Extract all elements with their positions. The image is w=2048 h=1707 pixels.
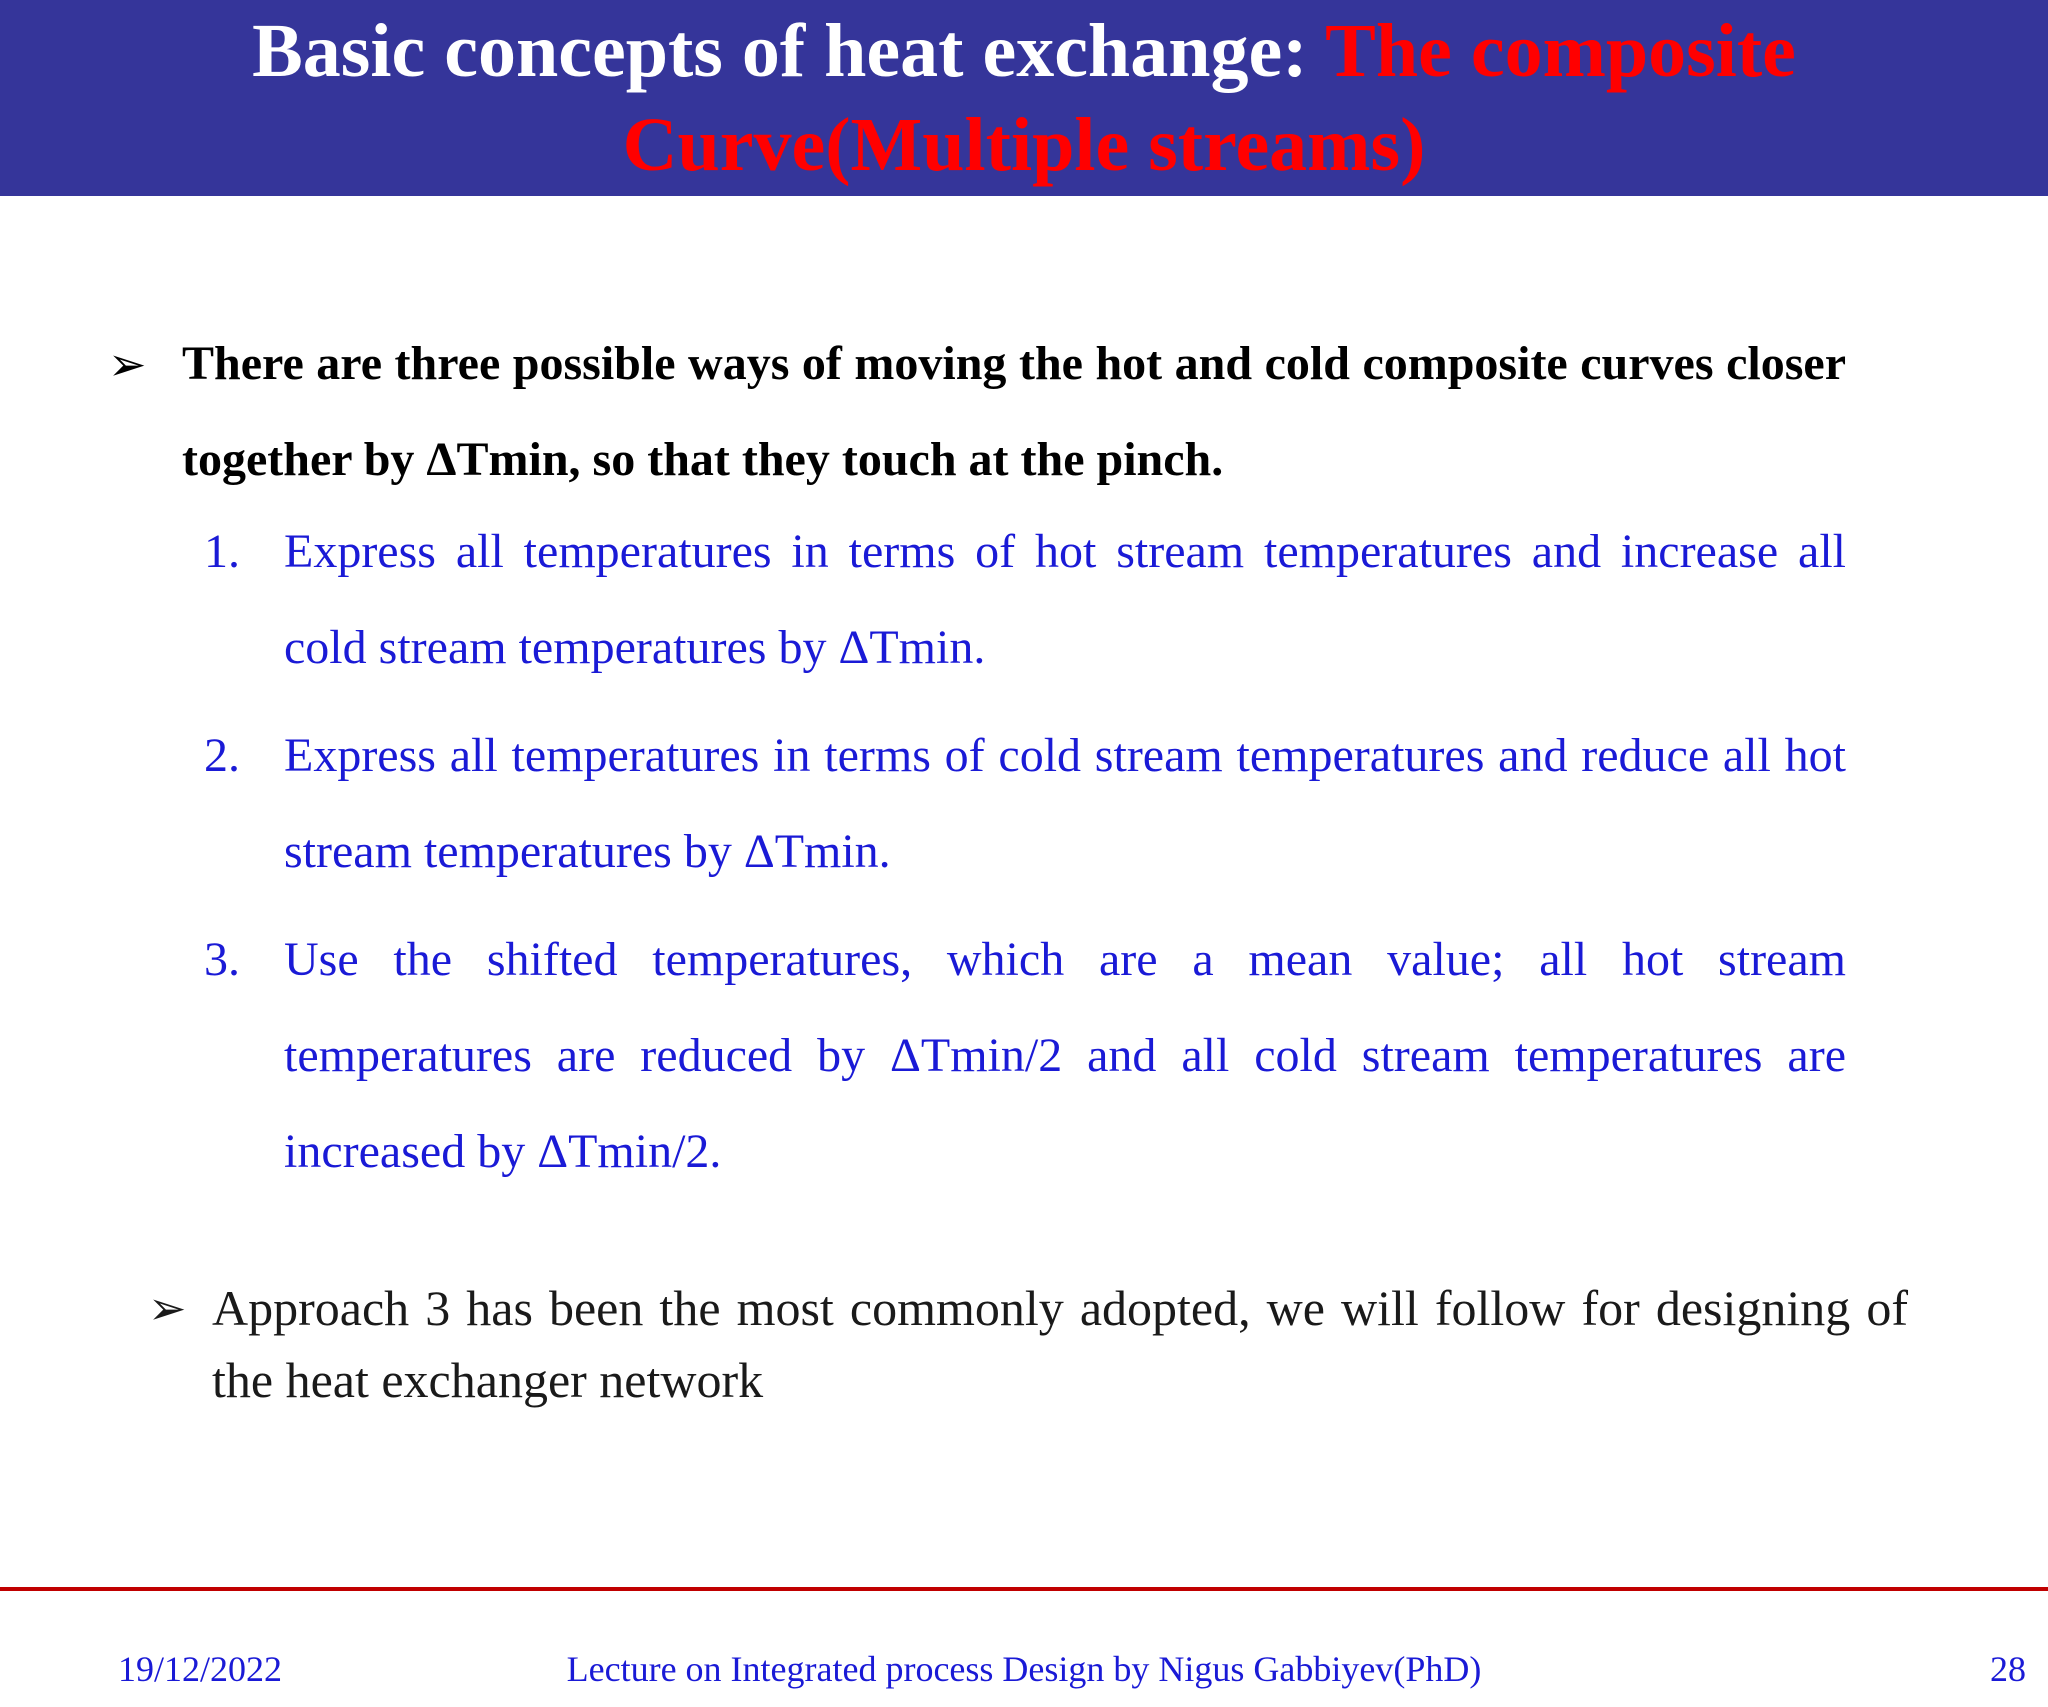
steps-list bbox=[204, 504, 1846, 1212]
footer-lecture-title: Lecture on Integrated process Design by Nigus Gabbiyev(PhD) bbox=[566, 1649, 1482, 1689]
secondary-bullet bbox=[148, 1272, 1908, 1416]
secondary-bullet-text: Approach 3 has been the most commonly adopted, we will follow for designing of the heat exchanger network bbox=[212, 1280, 1908, 1408]
page-number: 28 bbox=[1990, 1649, 2026, 1689]
title-prefix: Basic concepts of heat exchange: bbox=[252, 9, 1326, 93]
title-highlight: The composite Curve(Multiple streams) bbox=[622, 9, 1796, 187]
arrow-bullet-icon: ➢ bbox=[108, 337, 147, 391]
step-text: Express all temperatures in terms of cold stream temperatures and reduce all hot stream temperatures by ΔTmin. bbox=[284, 729, 1846, 878]
main-bullet bbox=[108, 316, 1846, 508]
step-number: 3. bbox=[204, 933, 240, 986]
arrow-bullet-icon: ➢ bbox=[148, 1281, 187, 1335]
slide-title bbox=[40, 4, 2008, 192]
footer-date: 19/12/2022 bbox=[118, 1649, 283, 1689]
slide-header bbox=[0, 0, 2048, 196]
step-item bbox=[204, 912, 1846, 1200]
step-text: Use the shifted temperatures, which are a mean value; all hot stream temperatures are reduced by ΔTmin/2 and all cold stream temperatures are increased by ΔTmin/2. bbox=[284, 933, 1846, 1178]
step-item bbox=[204, 504, 1846, 696]
step-text: Express all temperatures in terms of hot stream temperatures and increase all cold stream temperatures by ΔTmin. bbox=[284, 525, 1846, 674]
step-number: 2. bbox=[204, 729, 240, 782]
main-bullet-text: There are three possible ways of moving the hot and cold composite curves closer together by ΔTmin, so that they touch at the pinch. bbox=[182, 337, 1846, 486]
step-number: 1. bbox=[204, 525, 240, 578]
step-item bbox=[204, 708, 1846, 900]
footer-divider bbox=[0, 1587, 2048, 1591]
